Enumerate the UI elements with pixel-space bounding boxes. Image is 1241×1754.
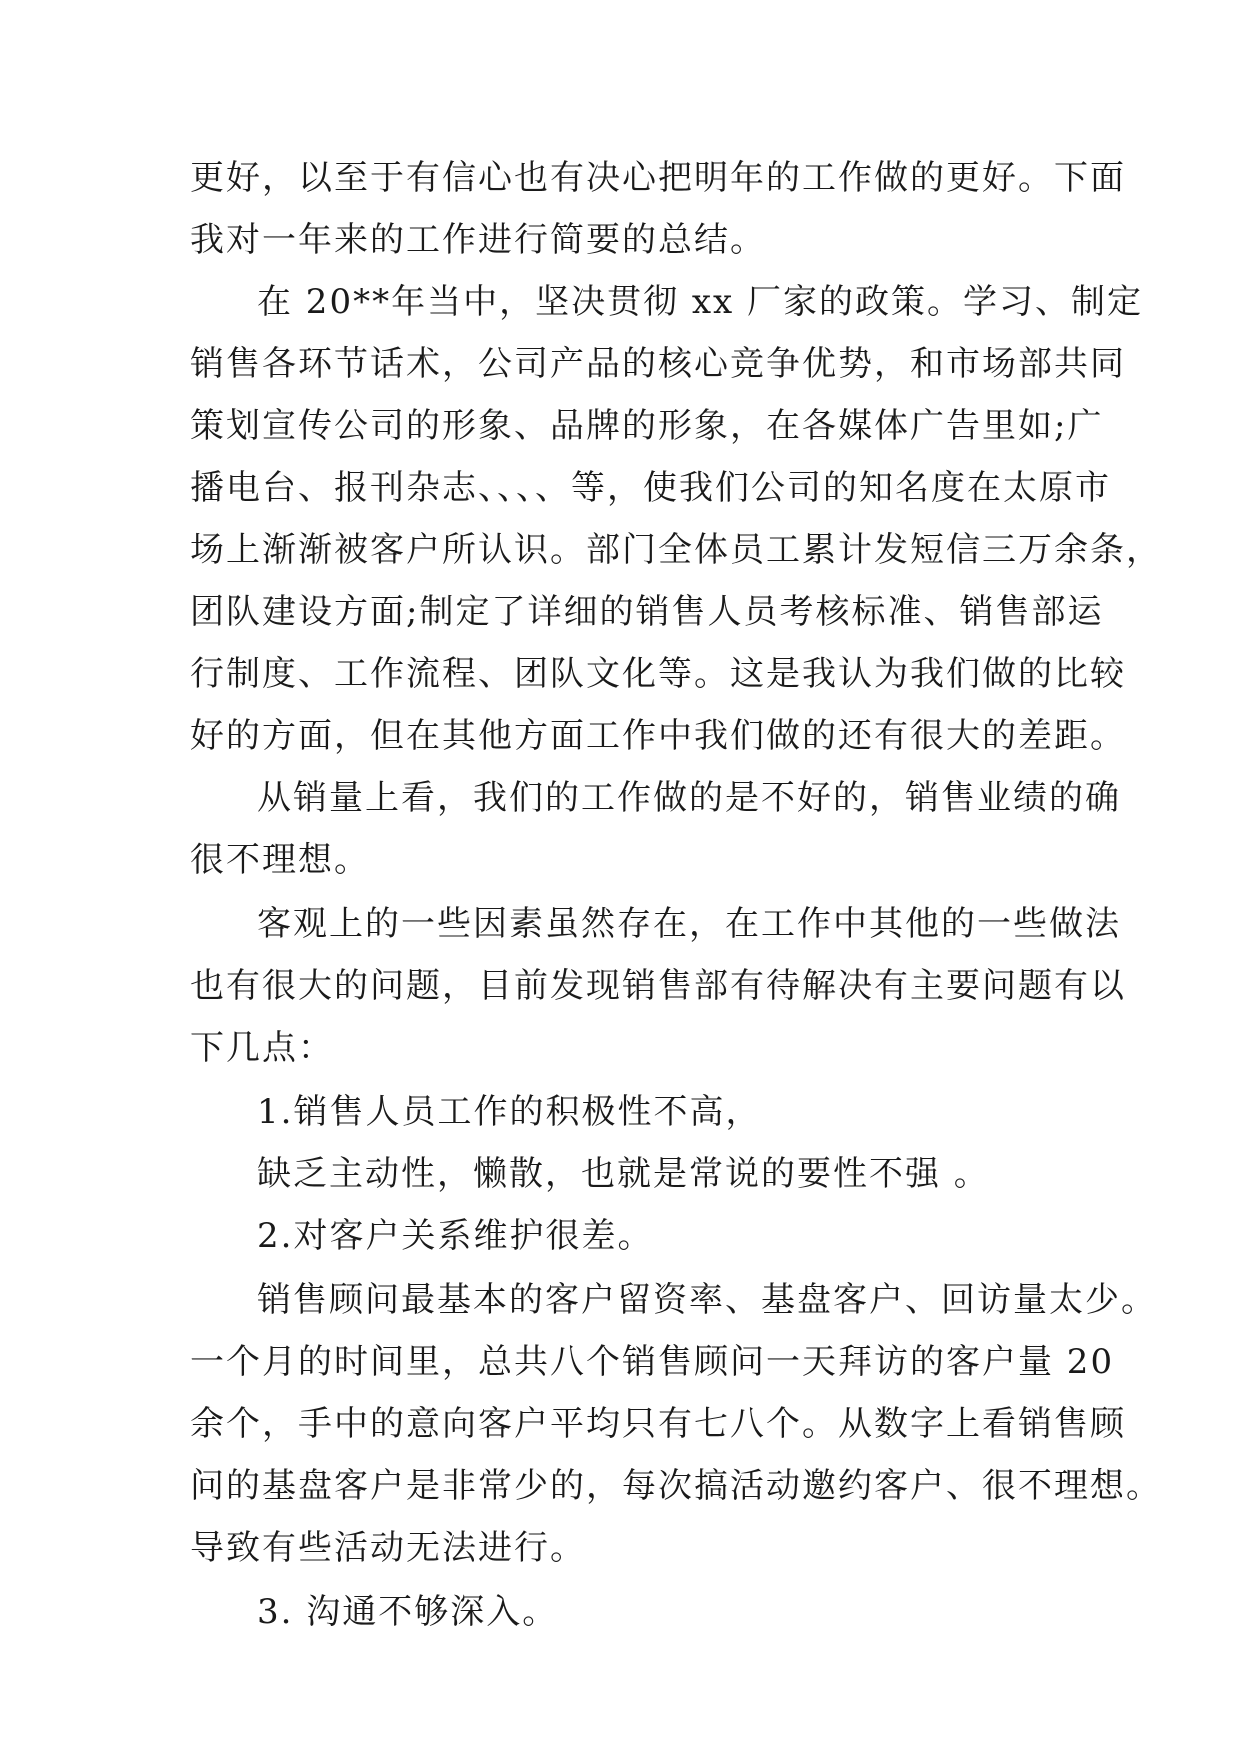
text-line: 播电台、报刊杂志、、、、等，使我们公司的知名度在太原市 <box>190 468 1111 508</box>
text-line: 也有很大的问题，目前发现销售部有待解决有主要问题有以 <box>190 966 1126 1006</box>
paragraph-start-line: 销售顾问最基本的客户留资率、基盘客户、回访量太少。 <box>257 1280 1157 1320</box>
paragraph-start-line: 客观上的一些因素虽然存在，在工作中其他的一些做法 <box>257 904 1121 944</box>
text-line: 行制度、工作流程、团队文化等。这是我认为我们做的比较 <box>190 654 1126 694</box>
paragraph-start-line: 从销量上看，我们的工作做的是不好的，销售业绩的确 <box>257 778 1121 818</box>
text-line: 更好，以至于有信心也有决心把明年的工作做的更好。下面 <box>190 158 1126 198</box>
text-line: 下几点： <box>190 1028 334 1068</box>
list-item-1: 1.销售人员工作的积极性不高， <box>257 1092 762 1132</box>
text-line: 余个，手中的意向客户平均只有七八个。从数字上看销售顾 <box>190 1404 1126 1444</box>
text-line: 团队建设方面;制定了详细的销售人员考核标准、销售部运 <box>190 592 1104 632</box>
text-line: 导致有些活动无法进行。 <box>190 1528 586 1568</box>
text-line: 场上渐渐被客户所认识。部门全体员工累计发短信三万余条， <box>190 530 1162 570</box>
text-line: 缺乏主动性，懒散，也就是常说的要性不强 。 <box>257 1154 990 1194</box>
list-item-3: 3. 沟通不够深入。 <box>257 1592 559 1632</box>
text-line: 很不理想。 <box>190 840 370 880</box>
text-line: 一个月的时间里，总共八个销售顾问一天拜访的客户量 20 <box>190 1342 1115 1382</box>
text-line: 问的基盘客户是非常少的，每次搞活动邀约客户、很不理想。 <box>190 1466 1162 1506</box>
text-line: 策划宣传公司的形象、品牌的形象，在各媒体广告里如;广 <box>190 406 1104 446</box>
list-item-2: 2.对客户关系维护很差。 <box>257 1216 654 1256</box>
text-line: 好的方面，但在其他方面工作中我们做的还有很大的差距。 <box>190 716 1126 756</box>
text-line: 我对一年来的工作进行简要的总结。 <box>190 220 766 260</box>
paragraph-start-line: 在 20**年当中，坚决贯彻 xx 厂家的政策。学习、制定 <box>257 282 1144 322</box>
text-line: 销售各环节话术，公司产品的核心竞争优势，和市场部共同 <box>190 344 1126 384</box>
